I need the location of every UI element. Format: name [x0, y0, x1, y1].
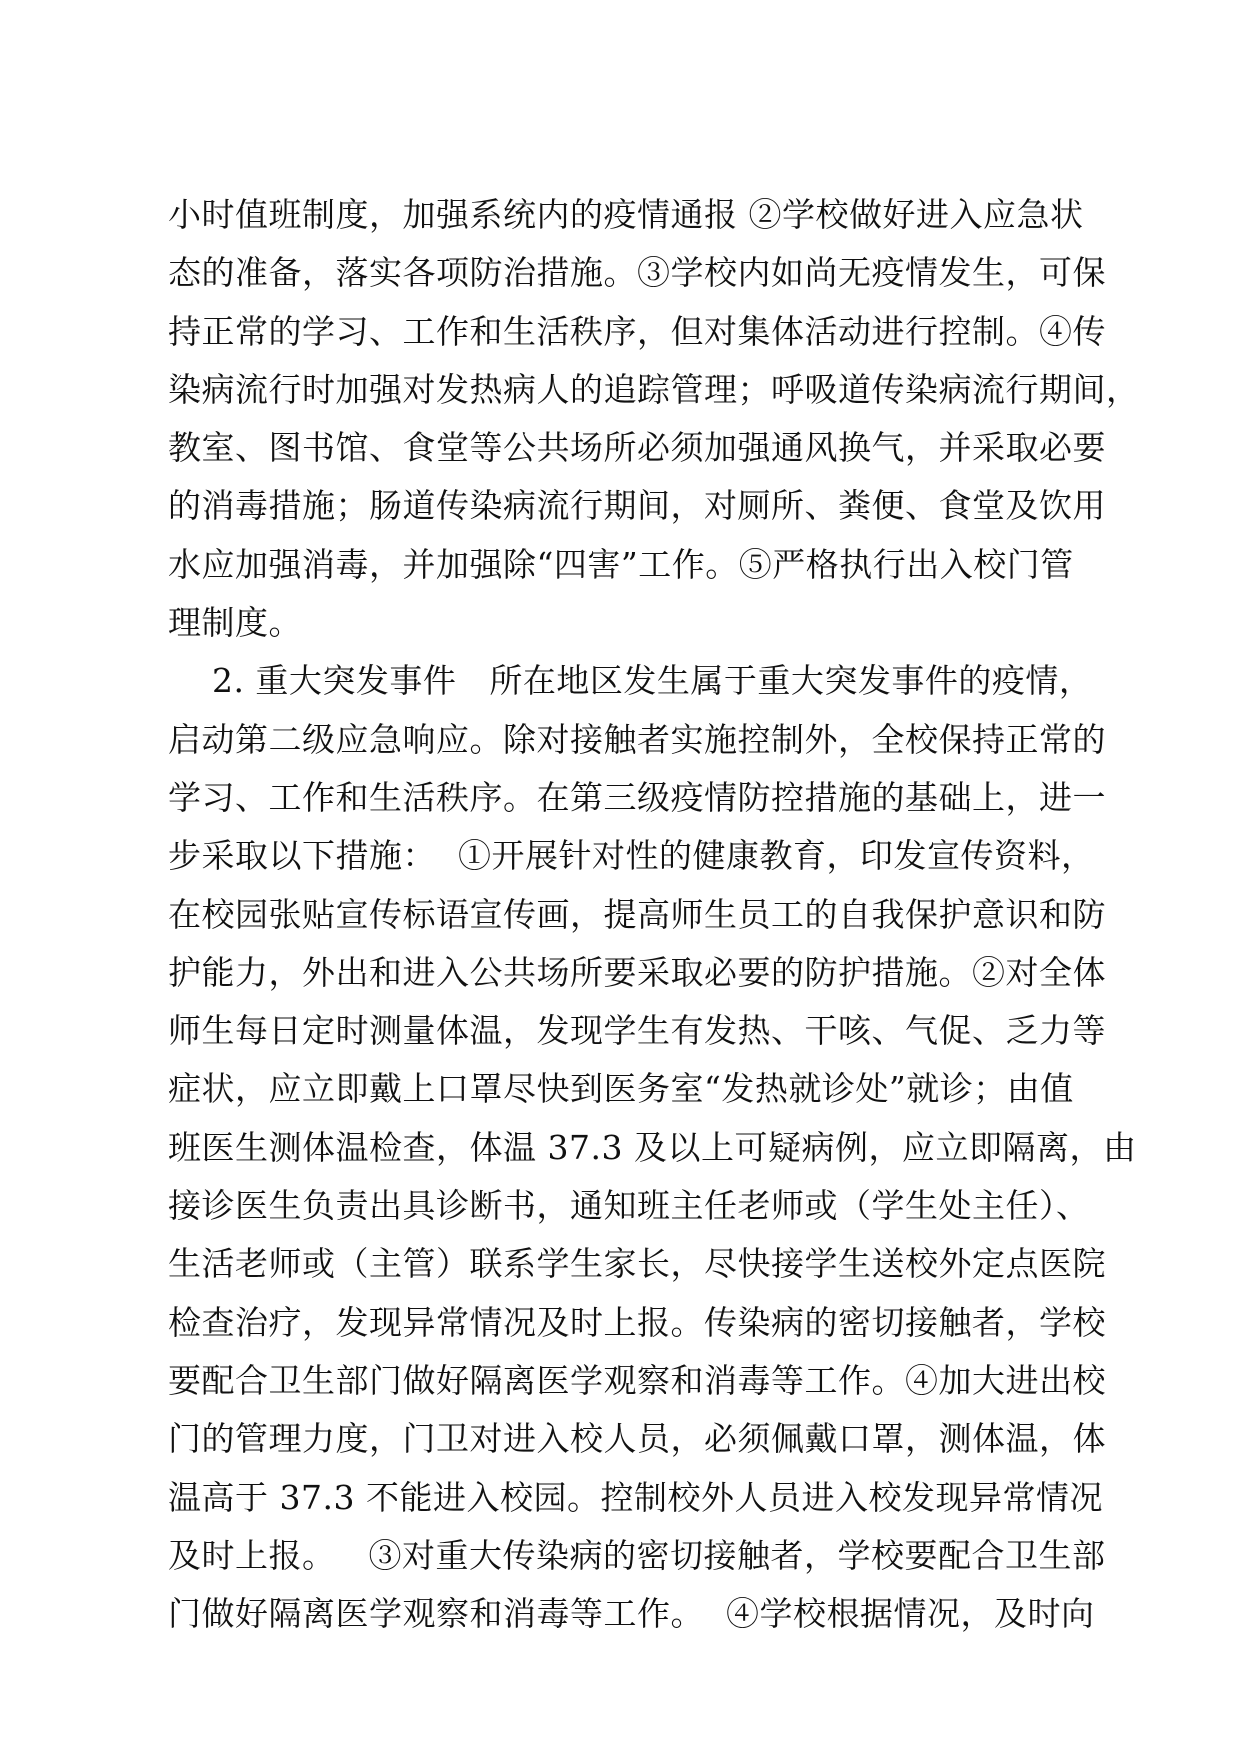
text-line-1: 小时值班制度，加强系统内的疫情通报 ②学校做好进入应急状	[168, 195, 1084, 234]
text-line-17: 班医生测体温检查，体温 37.3 及以上可疑病例，应立即隔离，由	[168, 1127, 1137, 1167]
text-line-6: 的消毒措施；肠道传染病流行期间，对厕所、粪便、食堂及饮用	[168, 486, 1106, 526]
section-heading-line: 2. 重大突发事件 所在地区发生属于重大突发事件的疫情，	[168, 661, 1093, 701]
text-line-23: 温高于 37.3 不能进入校园。控制校外人员进入校发现异常情况	[168, 1477, 1103, 1517]
text-line-10: 启动第二级应急响应。除对接触者实施控制外，全校保持正常的	[168, 719, 1106, 759]
text-line-14: 护能力，外出和进入公共场所要采取必要的防护措施。②对全体	[168, 952, 1106, 992]
text-line-22: 门的管理力度，门卫对进入校人员，必须佩戴口罩，测体温，体	[168, 1419, 1106, 1459]
text-line-12: 步采取以下措施： ①开展针对性的健康教育，印发宣传资料，	[168, 836, 1095, 876]
text-line-3: 持正常的学习、工作和生活秩序，但对集体活动进行控制。④传	[168, 311, 1106, 351]
text-line-24: 及时上报。 ③对重大传染病的密切接触者，学校要配合卫生部	[168, 1535, 1106, 1575]
text-line-4: 染病流行时加强对发热病人的追踪管理；呼吸道传染病流行期间，	[168, 369, 1140, 409]
body-text	[168, 186, 1140, 1643]
text-line-5: 教室、图书馆、食堂等公共场所必须加强通风换气，并采取必要	[168, 428, 1106, 468]
text-line-15: 师生每日定时测量体温，发现学生有发热、干咳、气促、乏力等	[168, 1011, 1106, 1051]
text-line-18: 接诊医生负责出具诊断书，通知班主任老师或（学生处主任）、	[168, 1186, 1090, 1226]
text-line-21: 要配合卫生部门做好隔离医学观察和消毒等工作。④加大进出校	[168, 1360, 1106, 1400]
text-line-20: 检查治疗，发现异常情况及时上报。传染病的密切接触者，学校	[168, 1302, 1106, 1342]
text-line-7: 水应加强消毒，并加强除“四害”工作。⑤严格执行出入校门管	[168, 544, 1074, 584]
text-line-8: 理制度。	[168, 603, 302, 643]
text-line-19: 生活老师或（主管）联系学生家长，尽快接学生送校外定点医院	[168, 1244, 1106, 1284]
text-line-2: 态的准备，落实各项防治措施。③学校内如尚无疫情发生，可保	[168, 253, 1106, 293]
text-line-13: 在校园张贴宣传标语宣传画，提高师生员工的自我保护意识和防	[168, 894, 1106, 934]
text-line-11: 学习、工作和生活秩序。在第三级疫情防控措施的基础上，进一	[168, 777, 1106, 817]
text-line-25: 门做好隔离医学观察和消毒等工作。 ④学校根据情况，及时向	[168, 1594, 1095, 1634]
text-line-16: 症状，应立即戴上口罩尽快到医务室“发热就诊处”就诊；由值	[168, 1069, 1074, 1109]
